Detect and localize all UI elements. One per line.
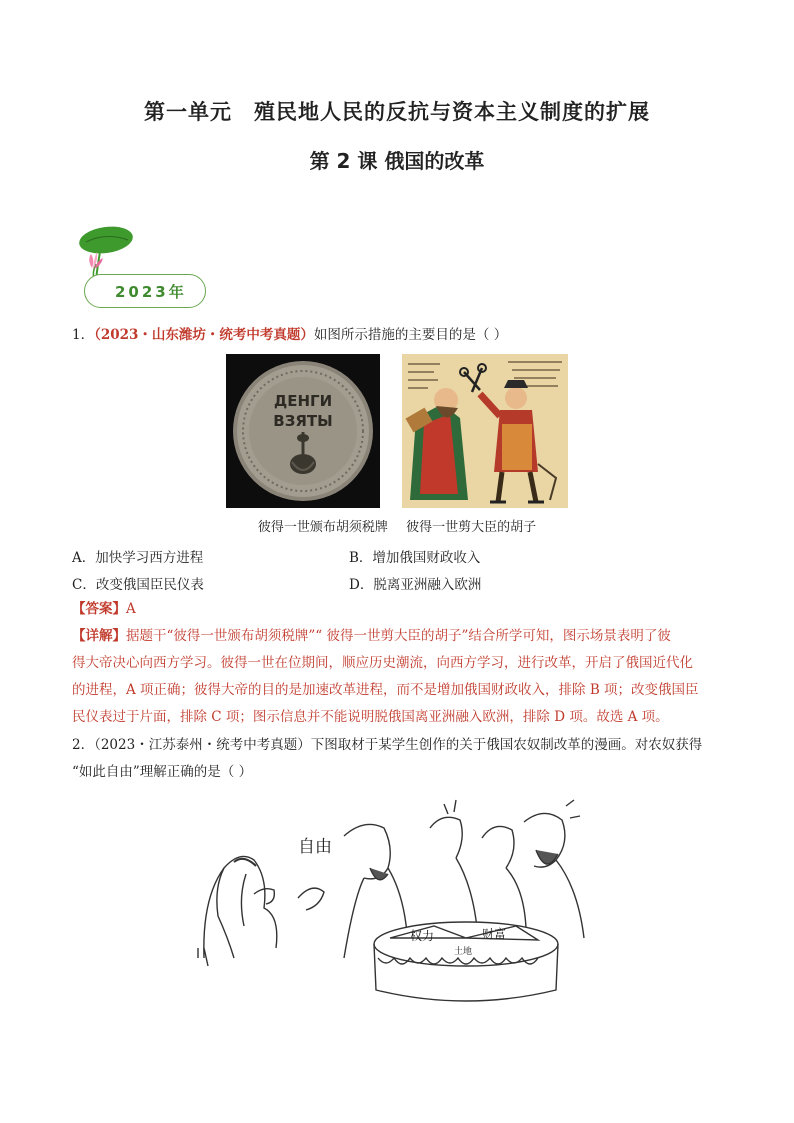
- explanation-line-4: 民仪表过于片面，排除 C 项；图示信息并不能说明脱俄国离亚洲融入欧洲，排除 D 项。故选 A 项。: [72, 709, 669, 725]
- q1-stem: 如图所示措施的主要目的是（ ）: [313, 327, 508, 343]
- svg-text:土地: 土地: [454, 947, 473, 957]
- q1-source: （2023・山东潍坊・统考中考真题）: [94, 327, 314, 343]
- svg-text:ВЗЯТЫ: ВЗЯТЫ: [273, 412, 333, 430]
- q2-source: （2023・江苏泰州・统考中考真题）: [94, 737, 311, 753]
- q1-stem-line: [72, 322, 732, 349]
- explanation-line-1: 【详解】据题干“彼得一世颁布胡须税牌”“ 彼得一世剪大臣的胡子”结合所学可知，图示场景表明了彼: [72, 628, 671, 644]
- answer-value: A: [126, 601, 136, 617]
- explanation-line-2: 得大帝决心向西方学习。彼得一世在位期间，顺应历史潮流，向西方学习，进行改革，开启了俄国近代化: [72, 655, 693, 671]
- q2-stem-1: 下图取材于某学生创作的关于俄国农奴制改革的漫画。对农奴获得: [310, 737, 703, 753]
- unit-title: [0, 96, 794, 126]
- svg-text:自由: 自由: [298, 837, 332, 857]
- q2-stem-line-1: [72, 732, 732, 759]
- q1-number: 1．: [72, 327, 95, 343]
- year-badge: [72, 224, 212, 310]
- unit-name: 殖民地人民的反抗与资本主义制度的扩展: [254, 100, 650, 124]
- svg-text:ДЕНГИ: ДЕНГИ: [273, 392, 333, 410]
- lesson-title: 第 2 课 俄国的改革: [309, 149, 485, 173]
- q1-explanation: [72, 623, 726, 731]
- q2-number: 2．: [72, 737, 95, 753]
- caption-left: 彼得一世颁布胡须税牌: [257, 520, 388, 535]
- beard-tax-token-image: [226, 354, 380, 508]
- q1-answer: [72, 596, 732, 623]
- detail-tag: 【详解】: [72, 628, 126, 644]
- year-label: 2023年: [115, 283, 187, 301]
- q2-stem-line-2: “如此自由”理解正确的是（ ）: [72, 764, 253, 780]
- q1-option-a: A．加快学习西方进程: [72, 550, 204, 566]
- q1-caption: [0, 516, 794, 535]
- serf-reform-cartoon-image: [194, 798, 592, 1010]
- unit-label: 第一单元: [144, 100, 232, 124]
- svg-text:权力: 权力: [410, 929, 435, 943]
- q1-option-d: D．脱离亚洲融入欧洲: [349, 577, 482, 593]
- beard-cutting-woodcut-image: [402, 354, 568, 508]
- svg-text:财富: 财富: [482, 927, 507, 941]
- answer-tag: 【答案】: [72, 601, 126, 617]
- q1-option-c: C．改变俄国臣民仪表: [72, 577, 204, 593]
- year-badge-pill: [84, 274, 206, 308]
- caption-right: 彼得一世剪大臣的胡子: [406, 520, 537, 535]
- q1-option-b: B．增加俄国财政收入: [349, 550, 481, 566]
- explanation-line-3: 的进程，A 项正确；彼得大帝的目的是加速改革进程，而不是增加俄国财政收入，排除 B 项；改变俄国臣: [72, 682, 699, 698]
